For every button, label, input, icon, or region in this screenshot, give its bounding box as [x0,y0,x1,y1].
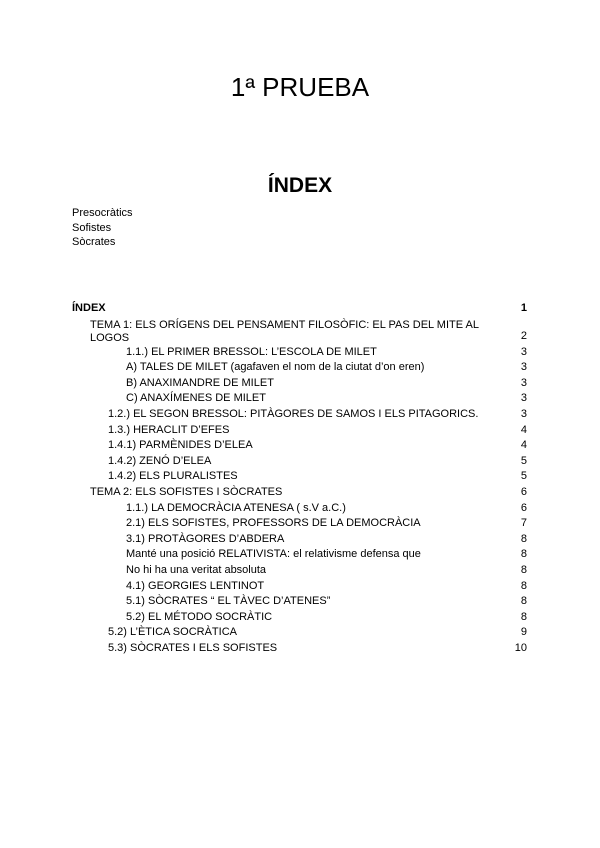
toc-entry-label: 2.1) ELS SOFISTES, PROFESSORS DE LA DEMOCRÀCIA [126,517,421,530]
toc-entry-label: TEMA 1: ELS ORÍGENS DEL PENSAMENT FILOSÒFIC: EL PAS DEL MITE AL LOGOS [90,318,479,344]
toc-page-number: 3 [520,376,527,389]
toc-page-number: 8 [520,532,527,545]
toc-page-number: 3 [520,345,527,358]
toc-page-number: 8 [520,610,527,623]
toc-heading: ÍNDEX [72,302,106,314]
toc-page-number: 6 [520,485,527,498]
toc-entry[interactable] [72,547,527,563]
toc-entry-label: 1.4.2) ZENÓ D’ELEA [108,454,212,467]
toc-page-number: 10 [514,641,527,654]
toc-entry-label: 1.3.) HERACLIT D’EFES [108,423,230,436]
index-heading: ÍNDEX [267,174,333,197]
toc-entry-label: 1.4.2) ELS PLURALISTES [108,470,238,483]
toc-entry-label: 5.1) SÒCRATES “ EL TÀVEC D’ATENES” [126,595,331,608]
toc-entry[interactable] [72,485,527,501]
toc-entry[interactable] [72,625,527,641]
toc-entry-label: 5.3) SÒCRATES I ELS SOFISTES [108,641,278,654]
toc-entry[interactable] [72,360,527,376]
toc-entry[interactable] [72,594,527,610]
toc-page-number: 6 [520,501,527,514]
toc-entry[interactable] [72,319,527,345]
toc-page-number: 7 [520,517,527,530]
toc-entry-label: 1.2.) EL SEGON BRESSOL: PITÀGORES DE SAMOS I ELS PITAGORICS. [108,407,479,420]
toc-page-number: 3 [520,392,527,405]
topic-item: Sofistes [72,221,112,234]
toc-page-number: 3 [520,361,527,374]
toc-page-number: 2 [520,330,527,342]
toc-entry-label: TEMA 2: ELS SOFISTES I SÒCRATES [90,485,283,498]
toc-entry-label: Manté una posició RELATIVISTA: el relativisme defensa que [126,548,421,561]
toc-page-number: 9 [520,626,527,639]
toc-page-number: 1 [520,302,527,314]
toc-page-number: 8 [520,579,527,592]
toc-entry[interactable] [72,469,527,485]
toc-entry[interactable] [72,407,527,423]
toc-entry[interactable] [72,345,527,361]
toc-entry-label: 5.2) L’ÈTICA SOCRÀTICA [108,626,237,639]
toc-entry-label: 1.1.) LA DEMOCRÀCIA ATENESA ( s.V a.C.) [126,501,346,514]
toc-entry-label: C) ANAXÍMENES DE MILET [126,392,266,405]
toc-entry-label: 5.2) EL MÉTODO SOCRÀTIC [126,610,273,623]
toc-heading-row [72,301,527,317]
toc-entry-label: A) TALES DE MILET (agafaven el nom de la ciutat d’on eren) [126,361,425,374]
toc-entry[interactable] [72,516,527,532]
toc-page-number: 8 [520,595,527,608]
toc-entry[interactable] [72,610,527,626]
toc-entry[interactable] [72,438,527,454]
toc-page-number: 5 [520,470,527,483]
toc-entry[interactable] [72,501,527,517]
toc-page-number: 8 [520,563,527,576]
toc-page-number: 5 [520,454,527,467]
toc-page-number: 8 [520,548,527,561]
table-of-contents [72,301,527,656]
document-title: 1ª PRUEBA [230,72,370,102]
topic-item: Presocràtics [72,207,133,219]
toc-entry-label: 4.1) GEORGIES LENTINOT [126,579,265,592]
topic-list [72,206,133,250]
toc-entry-label: B) ANAXIMANDRE DE MILET [126,376,274,389]
toc-entry[interactable] [72,532,527,548]
toc-entry[interactable] [72,376,527,392]
toc-entry-label: No hi ha una veritat absoluta [126,563,267,576]
toc-entry[interactable] [72,423,527,439]
toc-entry[interactable] [72,391,527,407]
toc-page-number: 3 [520,407,527,420]
toc-entry-label: 1.1.) EL PRIMER BRESSOL: L’ESCOLA DE MILET [126,345,377,358]
toc-page-number: 4 [520,423,527,436]
toc-page-number: 4 [520,439,527,452]
topic-item: Sòcrates [72,236,116,248]
toc-entry[interactable] [72,563,527,579]
toc-entry[interactable] [72,579,527,595]
toc-entry-label: 3.1) PROTÀGORES D’ABDERA [126,532,285,545]
toc-entry-label: 1.4.1) PARMÈNIDES D’ELEA [108,439,253,452]
toc-entry[interactable] [72,641,527,657]
toc-entry[interactable] [72,454,527,470]
